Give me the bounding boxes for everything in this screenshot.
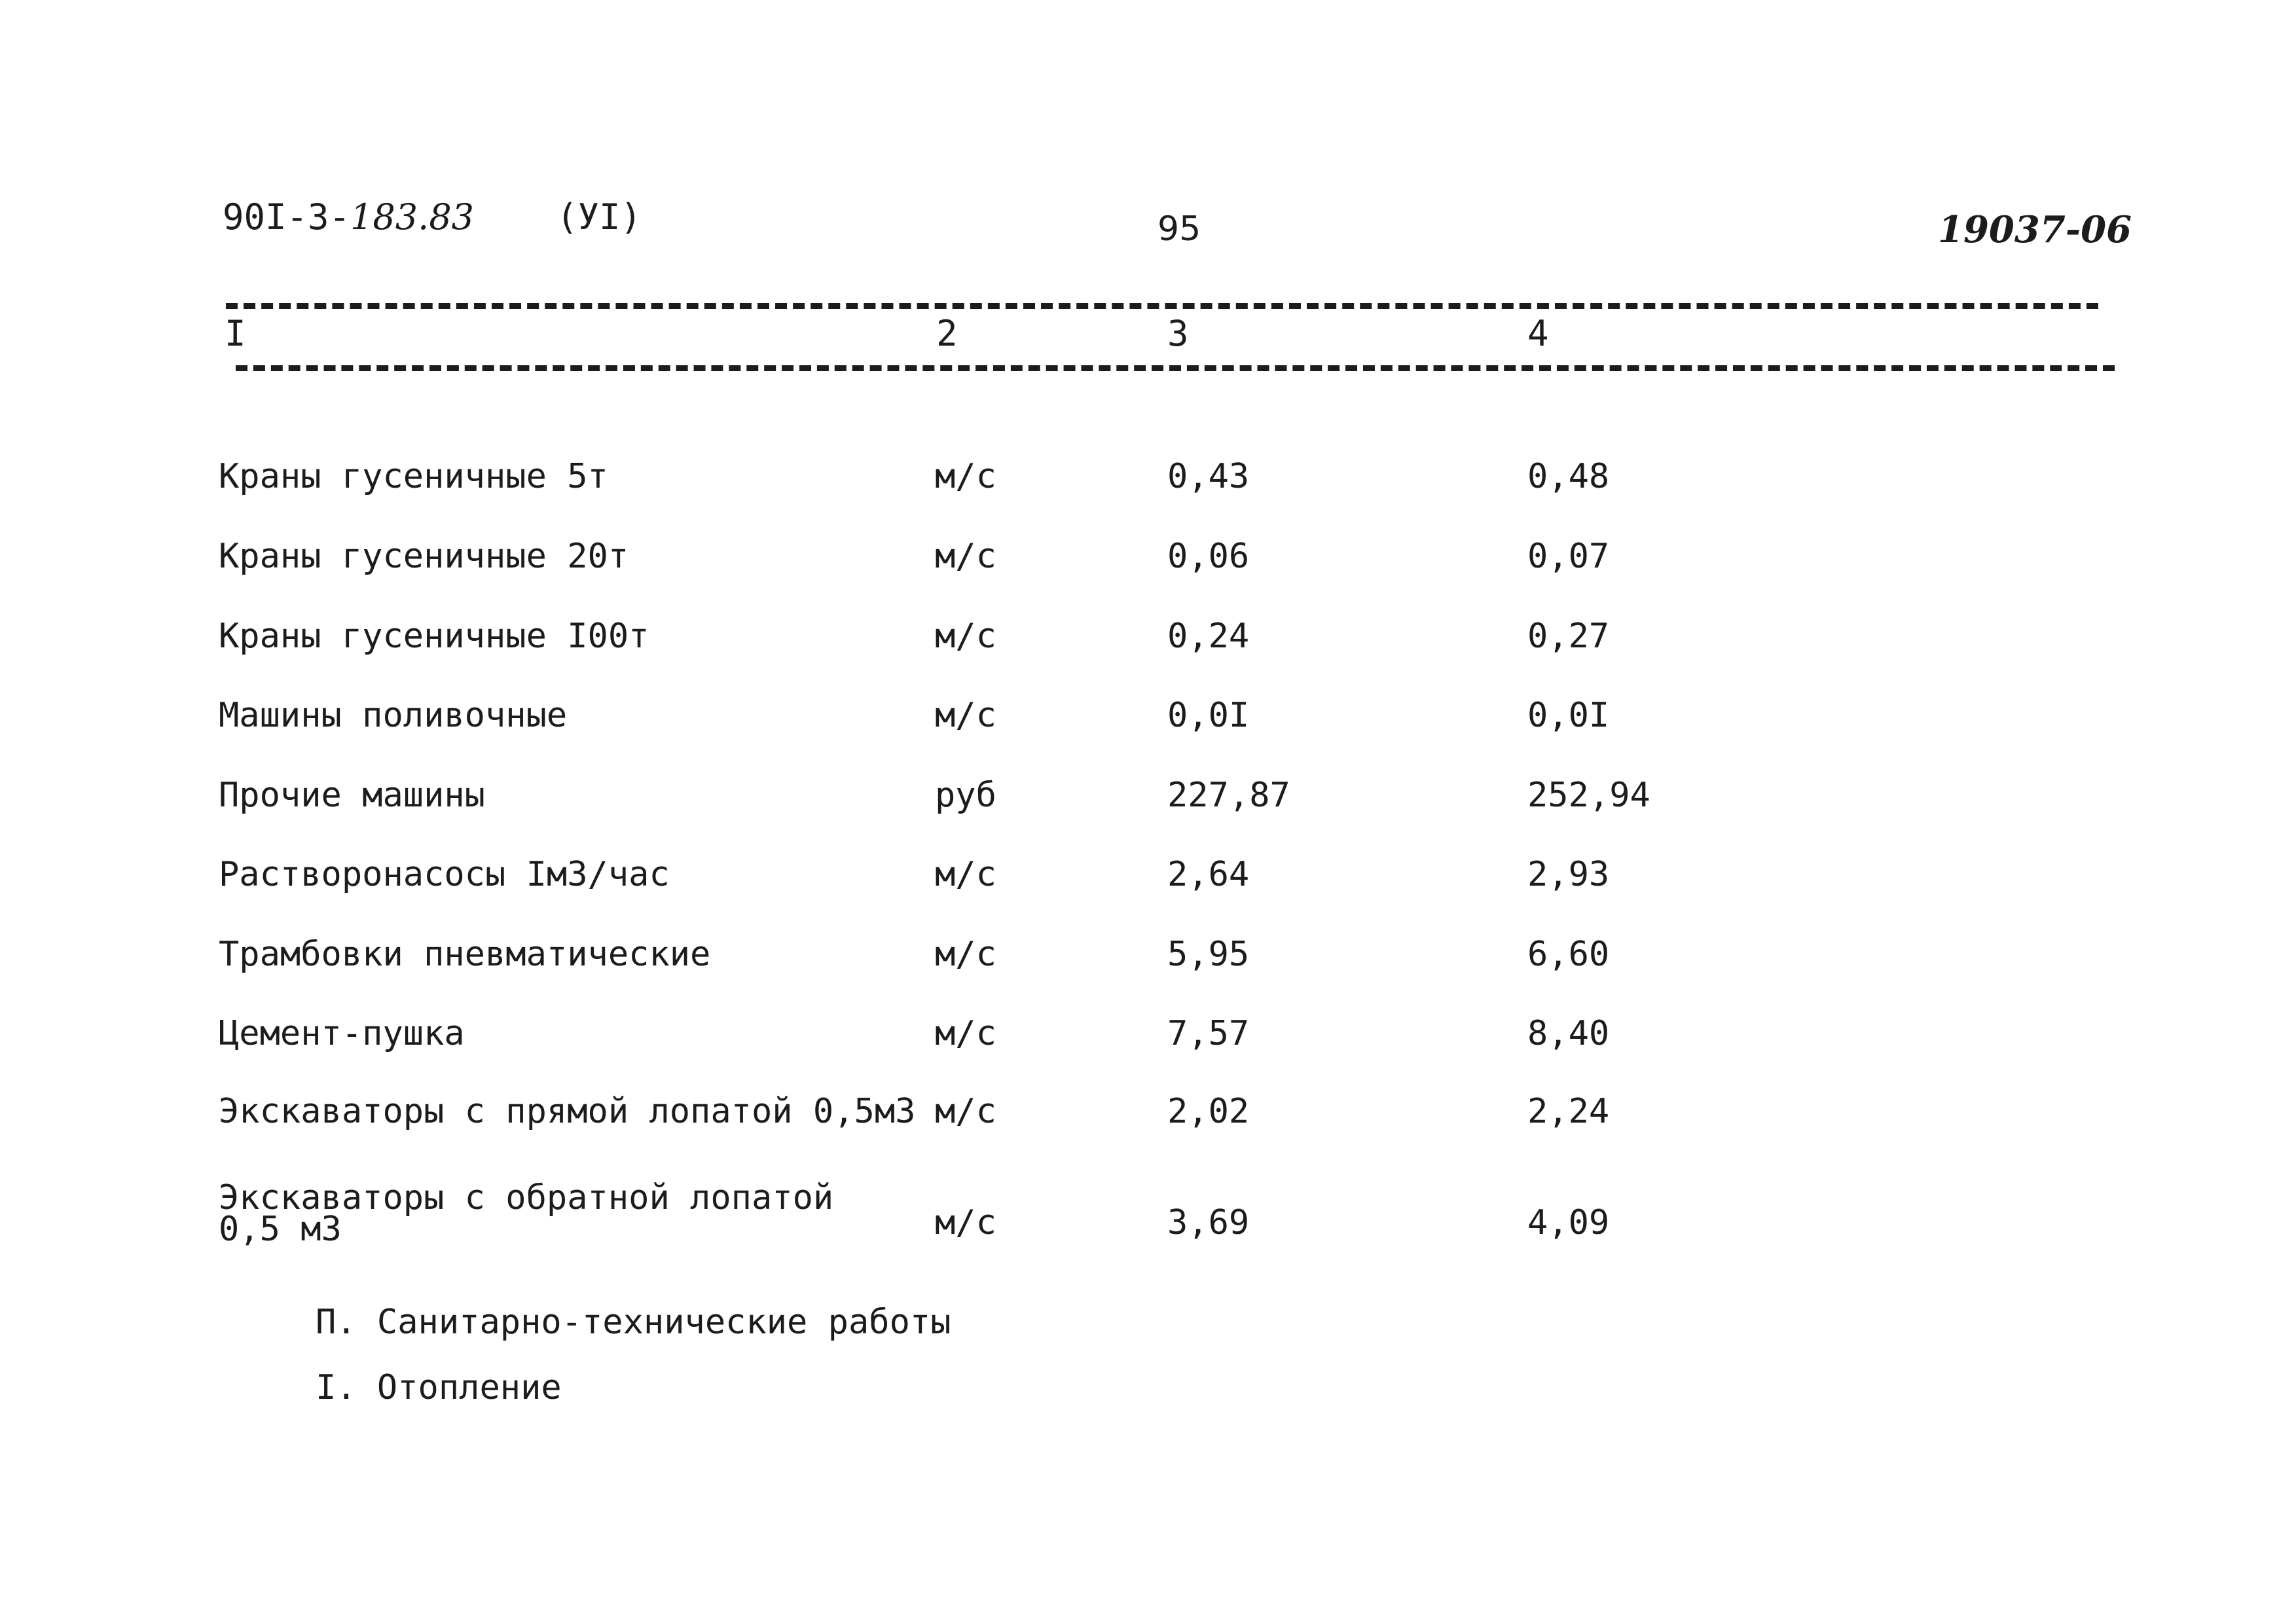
row-value-col4: 0,07 bbox=[1527, 537, 1610, 576]
row-name: Экскаваторы с прямой лопатой 0,5м3 bbox=[219, 1092, 916, 1131]
row-value-col4: 2,24 bbox=[1527, 1092, 1610, 1131]
column-header-3: 3 bbox=[1167, 313, 1189, 354]
row-value-col4: 6,60 bbox=[1527, 935, 1610, 974]
row-value-col4: 2,93 bbox=[1527, 855, 1610, 894]
row-value-col4: 8,40 bbox=[1527, 1014, 1610, 1053]
row-unit: м/с bbox=[935, 1014, 996, 1053]
row-unit: м/с bbox=[935, 696, 996, 735]
sheet-id-handwritten: 19037-06 bbox=[1938, 208, 2132, 251]
document-code-handwritten: 183.83 bbox=[350, 196, 475, 238]
row-name: Прочие машины bbox=[219, 776, 485, 815]
table-row bbox=[0, 776, 2296, 841]
row-value-col3: 5,95 bbox=[1167, 935, 1250, 974]
row-unit: м/с bbox=[935, 617, 996, 656]
section-mark: (УI) bbox=[556, 196, 642, 238]
row-value-col4: 0,48 bbox=[1527, 457, 1610, 496]
row-value-col3: 0,24 bbox=[1167, 617, 1250, 656]
row-value-col3: 2,64 bbox=[1167, 855, 1250, 894]
table-row bbox=[0, 696, 2296, 761]
table-row bbox=[0, 1178, 2296, 1269]
row-value-col3: 0,0I bbox=[1167, 696, 1250, 735]
row-unit: м/с bbox=[935, 537, 996, 576]
row-unit: руб bbox=[935, 776, 996, 815]
table-row bbox=[0, 935, 2296, 1000]
table-row bbox=[0, 1092, 2296, 1157]
document-code bbox=[223, 196, 474, 238]
table-row bbox=[0, 855, 2296, 920]
page-number: 95 bbox=[1157, 209, 1201, 249]
column-header-1: I bbox=[225, 313, 246, 354]
column-header-4: 4 bbox=[1527, 313, 1549, 354]
dashed-rule-bottom bbox=[236, 365, 2115, 371]
row-value-col4: 0,0I bbox=[1527, 696, 1610, 735]
row-value-col3: 2,02 bbox=[1167, 1092, 1250, 1131]
row-name: Трамбовки пневматические bbox=[219, 935, 711, 974]
row-value-col3: 3,69 bbox=[1167, 1203, 1250, 1242]
table-row bbox=[0, 457, 2296, 522]
row-name-multiline bbox=[219, 1178, 834, 1249]
row-value-col3: 0,06 bbox=[1167, 537, 1250, 576]
row-name: Краны гусеничные I00т bbox=[219, 617, 649, 656]
row-value-col4: 252,94 bbox=[1527, 776, 1650, 815]
row-value-col3: 0,43 bbox=[1167, 457, 1250, 496]
row-value-col3: 7,57 bbox=[1167, 1014, 1250, 1053]
column-header-2: 2 bbox=[936, 313, 958, 354]
row-name: Цемент-пушка bbox=[219, 1014, 465, 1053]
row-name: Машины поливочные bbox=[219, 696, 568, 735]
subsection-heading: I. Отопление bbox=[316, 1368, 562, 1407]
row-value-col4: 0,27 bbox=[1527, 617, 1610, 656]
row-name: Растворонасосы Iм3/час bbox=[219, 855, 670, 894]
row-unit: м/с bbox=[935, 1203, 996, 1242]
table-row bbox=[0, 1014, 2296, 1079]
section-heading: П. Санитарно-технические работы bbox=[316, 1303, 951, 1342]
table-row bbox=[0, 537, 2296, 602]
row-unit: м/с bbox=[935, 935, 996, 974]
row-value-col4: 4,09 bbox=[1527, 1203, 1610, 1242]
row-name: Краны гусеничные 5т bbox=[219, 457, 608, 496]
table-row bbox=[0, 617, 2296, 682]
row-name: Краны гусеничные 20т bbox=[219, 537, 629, 576]
row-unit: м/с bbox=[935, 1092, 996, 1131]
row-name-line-2: 0,5 м3 bbox=[219, 1210, 342, 1249]
row-name-line-1: Экскаваторы с обратной лопатой bbox=[219, 1178, 834, 1218]
dashed-rule-top bbox=[226, 303, 2098, 309]
row-unit: м/с bbox=[935, 855, 996, 894]
row-unit: м/с bbox=[935, 457, 996, 496]
document-code-typed: 90I-3- bbox=[223, 196, 351, 238]
row-value-col3: 227,87 bbox=[1167, 776, 1290, 815]
